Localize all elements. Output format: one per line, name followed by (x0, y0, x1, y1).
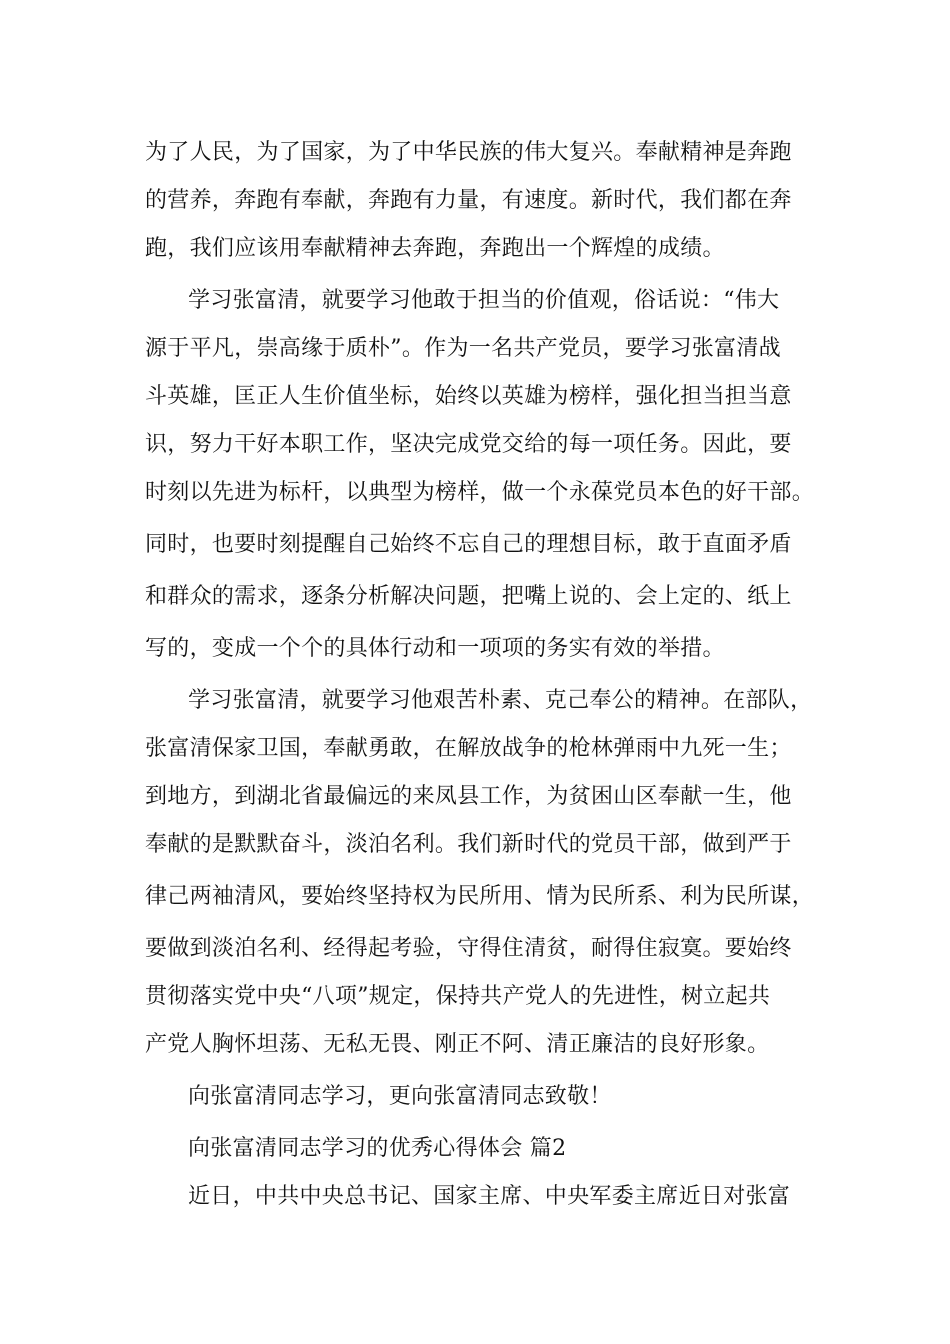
paragraph-line: 张富清保家卫国，奉献勇敢，在解放战争的枪林弹雨中九死一生； (145, 736, 792, 761)
paragraph-line: 近日，中共中央总书记、国家主席、中央军委主席近日对张富 (188, 1184, 791, 1209)
paragraph-line: 斗英雄，匡正人生价值坐标，始终以英雄为榜样，强化担当担当意 (145, 384, 792, 409)
paragraph-line: 时刻以先进为标杆，以典型为榜样，做一个永葆党员本色的好干部。 (145, 480, 815, 505)
paragraph-line: 写的，变成一个个的具体行动和一项项的务实有效的举措。 (145, 636, 725, 661)
paragraph-line: 学习张富清，就要学习他艰苦朴素、克己奉公的精神。在部队， (188, 688, 813, 713)
paragraph-line: 学习张富清，就要学习他敢于担当的价值观，俗话说：“伟大 (188, 288, 780, 313)
paragraph-line: 向张富清同志学习，更向张富清同志致敬！ (188, 1084, 612, 1109)
paragraph-line: 为了人民，为了国家，为了中华民族的伟大复兴。奉献精神是奔跑 (145, 140, 792, 165)
paragraph-line: 的营养，奔跑有奉献，奔跑有力量，有速度。新时代，我们都在奔 (145, 188, 792, 213)
paragraph-line: 贯彻落实党中央“八项”规定，保持共产党人的先进性，树立起共 (145, 984, 771, 1009)
paragraph-line: 奉献的是默默奋斗，淡泊名利。我们新时代的党员干部，做到严于 (145, 832, 792, 857)
paragraph-line: 产党人胸怀坦荡、无私无畏、刚正不阿、清正廉洁的良好形象。 (145, 1032, 770, 1057)
paragraph-line: 跑，我们应该用奉献精神去奔跑，奔跑出一个辉煌的成绩。 (145, 236, 725, 261)
paragraph-line: 同时，也要时刻提醒自己始终不忘自己的理想目标，敢于直面矛盾 (145, 532, 792, 557)
paragraph-line: 律己两袖清风，要始终坚持权为民所用、情为民所系、利为民所谋， (145, 884, 815, 909)
paragraph-line: 和群众的需求，逐条分析解决问题，把嘴上说的、会上定的、纸上 (145, 584, 792, 609)
section-heading: 向张富清同志学习的优秀心得体会 篇2 (188, 1136, 567, 1161)
paragraph-line: 要做到淡泊名利、经得起考验，守得住清贫，耐得住寂寞。要始终 (145, 936, 792, 961)
paragraph-line: 源于平凡，崇高缘于质朴”。作为一名共产党员，要学习张富清战 (145, 336, 781, 361)
paragraph-line: 到地方，到湖北省最偏远的来凤县工作，为贫困山区奉献一生，他 (145, 784, 792, 809)
paragraph-line: 识，努力干好本职工作，坚决完成党交给的每一项任务。因此，要 (145, 432, 792, 457)
